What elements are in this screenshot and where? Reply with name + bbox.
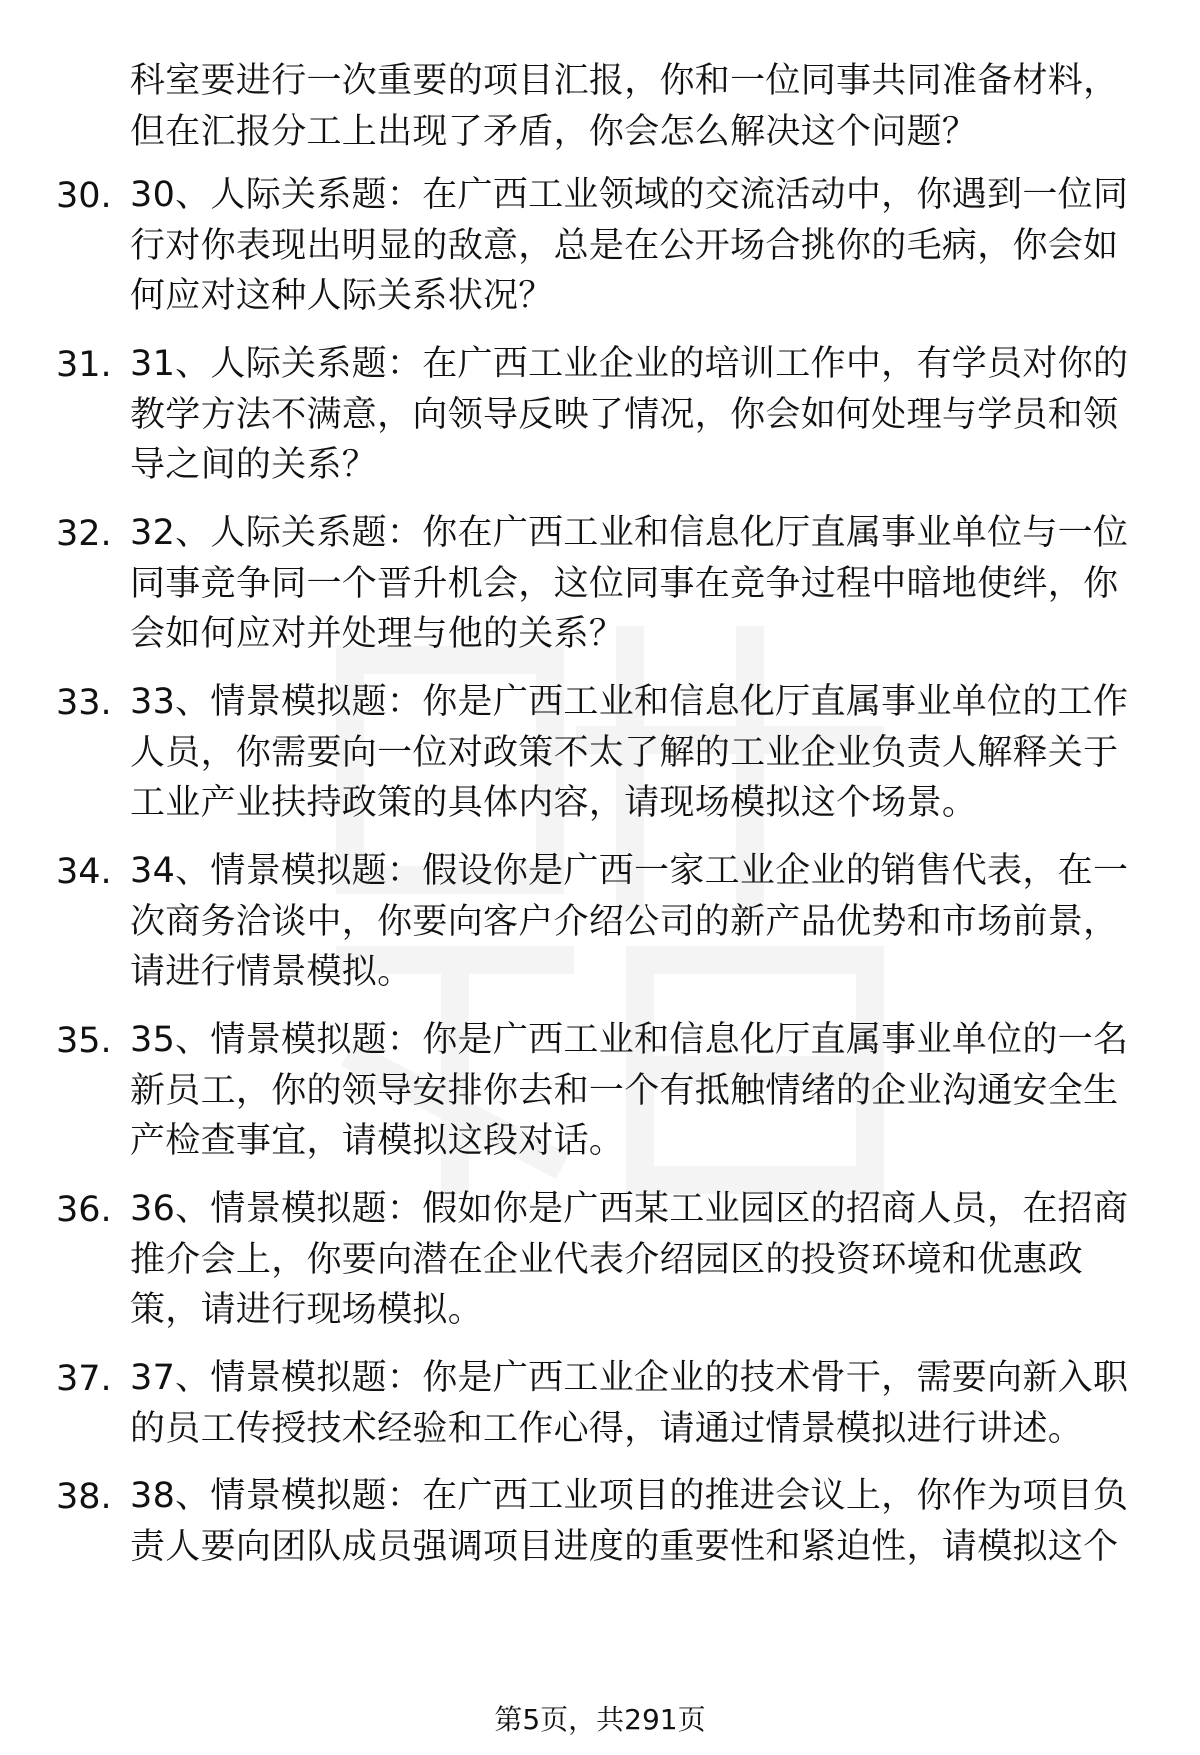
- item-number: 31.: [56, 345, 112, 385]
- item-number: 32.: [56, 514, 112, 554]
- item-text: 38、情景模拟题：在广西工业项目的推进会议上，你作为项目负责人要向团队成员强调项目进度的重要性和紧迫性，请模拟这个: [130, 1476, 1129, 1567]
- item-text: 35、情景模拟题：你是广西工业和信息化厅直属事业单位的一名新员工，你的领导安排你去和一个有抵触情绪的企业沟通安全生产检查事宜，请模拟这段对话。: [130, 1020, 1129, 1161]
- page-number-footer: 第5页，共291页: [494, 1703, 706, 1736]
- item-text: 科室要进行一次重要的项目汇报，你和一位同事共同准备材料，但在汇报分工上出现了矛盾，你会怎么解决这个问题？: [130, 61, 1119, 152]
- item-text: 32、人际关系题：你在广西工业和信息化厅直属事业单位与一位同事竞争同一个晋升机会，这位同事在竞争过程中暗地使绊，你会如何应对并处理与他的关系？: [130, 513, 1129, 654]
- item-number: 36.: [56, 1190, 112, 1230]
- item-number: 33.: [56, 683, 112, 723]
- item-number: 35.: [56, 1021, 112, 1061]
- item-text: 31、人际关系题：在广西工业企业的培训工作中，有学员对你的教学方法不满意，向领导反映了情况，你会如何处理与学员和领导之间的关系？: [130, 344, 1129, 485]
- item-text: 34、情景模拟题：假设你是广西一家工业企业的销售代表，在一次商务洽谈中，你要向客户介绍公司的新产品优势和市场前景，请进行情景模拟。: [130, 851, 1129, 992]
- item-text: 33、情景模拟题：你是广西工业和信息化厅直属事业单位的工作人员，你需要向一位对政策不太了解的工业企业负责人解释关于工业产业扶持政策的具体内容，请现场模拟这个场景。: [130, 682, 1129, 823]
- item-text: 30、人际关系题：在广西工业领域的交流活动中，你遇到一位同行对你表现出明显的敌意，总是在公开场合挑你的毛病，你会如何应对这种人际关系状况？: [130, 175, 1129, 316]
- item-number: 37.: [56, 1359, 112, 1399]
- item-number: 38.: [56, 1477, 112, 1517]
- item-text: 36、情景模拟题：假如你是广西某工业园区的招商人员，在招商推介会上，你要向潜在企业代表介绍园区的投资环境和优惠政策，请进行现场模拟。: [130, 1189, 1129, 1330]
- item-number: 30.: [56, 176, 112, 216]
- item-number: 34.: [56, 852, 112, 892]
- item-text: 37、情景模拟题：你是广西工业企业的技术骨干，需要向新入职的员工传授技术经验和工作心得，请通过情景模拟进行讲述。: [130, 1358, 1129, 1449]
